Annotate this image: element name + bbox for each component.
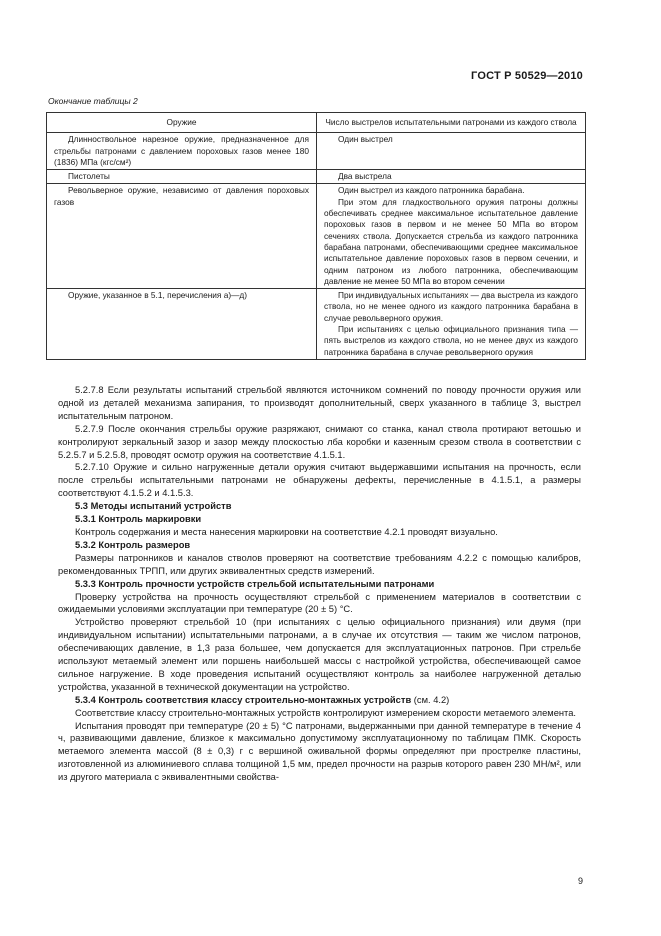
heading-5-3-4-line	[58, 694, 581, 707]
table-caption: Окончание таблицы 2	[48, 96, 138, 106]
heading-5-3-4: 5.3.4 Контроль соответствия классу строительно-монтажных устройств	[75, 694, 412, 705]
heading-5-3-3: 5.3.3 Контроль прочности устройств стрельбой испытательными патронами	[75, 578, 435, 589]
table-row	[47, 133, 586, 170]
shots-cell: Один выстрел	[317, 133, 586, 170]
paragraph-5-2-7-10: 5.2.7.10 Оружие и сильно нагруженные детали оружия считают выдержавшими испытания на прочность, если после стрельбы испытательными патронами не обнаружены дефекты, перечисленные в 4.1.5.1, а размеры соответствуют 4.1.5.2 и 4.1.5.3.	[58, 462, 581, 499]
shots-cell: При индивидуальных испытаниях — два выстрела из каждого ствола, но не менее одного из каждого патронника барабана в случае револьверного оружия. При испытаниях с целью официального признания типа — пять выстрелов из каждого ствола, но не менее двух из каждого патронника барабана в случае револьверного оружия	[317, 289, 586, 360]
heading-5-3-2: 5.3.2 Контроль размеров	[75, 539, 191, 550]
shots-table	[46, 112, 586, 360]
shots-cell: Два выстрела	[317, 170, 586, 184]
paragraph-5-2-7-9: 5.2.7.9 После окончания стрельбы оружие разряжают, снимают со станка, канал ствола протирают ветошью и контролируют зеркальный зазор и зазор между плоскостью лба коробки и казенным срезом ствола в соответствии с 5.2.5.7 и 5.2.5.8, проводят осмотр оружия на соответствие 4.1.5.1.	[58, 423, 581, 460]
heading-5-3-1: 5.3.1 Контроль маркировки	[75, 514, 202, 525]
paragraph-5-3-1: Контроль содержания и места нанесения маркировки на соответствие 4.2.1 проводят визуально.	[75, 526, 498, 537]
heading-5-3-4-ref: (см. 4.2)	[411, 694, 450, 705]
table-row	[47, 184, 586, 289]
paragraph-5-3-3-a: Проверку устройства на прочность осуществляют стрельбой с применением материалов в соответствии с ожидаемыми условиями эксплуатации при температуре (20 ± 5) °С.	[58, 591, 581, 615]
page-number: 9	[577, 876, 583, 886]
paragraph-5-3-4-b: Испытания проводят при температуре (20 ± 5) °С патронами, выдержанными при данной температуре в течение 4 ч, развивающими давление, близкое к максимально допустимому эксплуатационному по таблицам ПМК. Скорость метаемого элемента массой (8 ± 0,3) г с вершиной оживальной формы определяют при прострелке пластины, изготовленной из алюминиевого сплава толщиной 1,5 мм, предел прочности на разрыв которого равен 230 МН/м², или из другого материала с эквивалентными свойства-	[58, 720, 581, 783]
weapon-cell: Пистолеты	[47, 170, 317, 184]
document-id: ГОСТ Р 50529—2010	[471, 70, 583, 82]
heading-5-3: 5.3 Методы испытаний устройств	[75, 501, 232, 512]
table-header-row	[47, 113, 586, 133]
weapon-cell: Длинноствольное нарезное оружие, предназначенное для стрельбы патронами с давлением пороховых газов менее 180 (1836) МПа (кгс/см²)	[47, 133, 317, 170]
column-header-weapon: Оружие	[47, 113, 317, 133]
paragraph-5-3-2: Размеры патронников и каналов стволов проверяют на соответствие требованиям 4.2.2 с помощью калибров, рекомендованных ТРПП, или других эквивалентных средств измерений.	[58, 552, 581, 576]
column-header-shots: Число выстрелов испытательными патронами из каждого ствола	[317, 113, 586, 133]
paragraph-5-2-7-8: 5.2.7.8 Если результаты испытаний стрельбой являются источником сомнений по поводу прочности оружия или одной из деталей механизма запирания, то производят дополнительный, сверх указанного в таблице 3, выстрел испытательным патроном.	[58, 385, 581, 421]
table-row	[47, 289, 586, 360]
weapon-cell: Револьверное оружие, независимо от давления пороховых газов	[47, 184, 317, 289]
weapon-cell: Оружие, указанное в 5.1, перечисления а)—д)	[47, 289, 317, 360]
table-row	[47, 170, 586, 184]
paragraph-5-3-3-b: Устройство проверяют стрельбой 10 (при испытаниях с целью официального признания) или двумя (при индивидуальном испытании) испытательными патронами, а в случае их отсутствия — таким же числом патронов, обеспечивающих давление, в 1,3 раза большее, чем допускается для эксплуатационных патронов. При стрельбе используют метаемый элемент или поршень наибольшей массы с настройкой устройства, обеспечивающей самое сильное нагружение. В ходе проведения испытаний осуществляют контроль за наиболее нагруженной деталью устройства, указанной в технической документации на устройство.	[58, 617, 581, 692]
body-text	[58, 384, 581, 784]
shots-cell: Один выстрел из каждого патронника барабана. При этом для гладкоствольного оружия патроны должны обеспечивать среднее максимальное испытательное давление пороховых газов в первом и не менее 50 МПа во втором сечениях ствола. Допускается стрельба из каждого патронника барабана патронами, обеспечивающими среднее максимальное испытательное давление пороховых газов в первом сечении, и одним патроном из любого патронника, обеспечивающим давление не менее 50 МПа во втором сечении	[317, 184, 586, 289]
paragraph-5-3-4-a: Соответствие классу строительно-монтажных устройств контролируют измерением скорости метаемого элемента.	[75, 707, 577, 718]
